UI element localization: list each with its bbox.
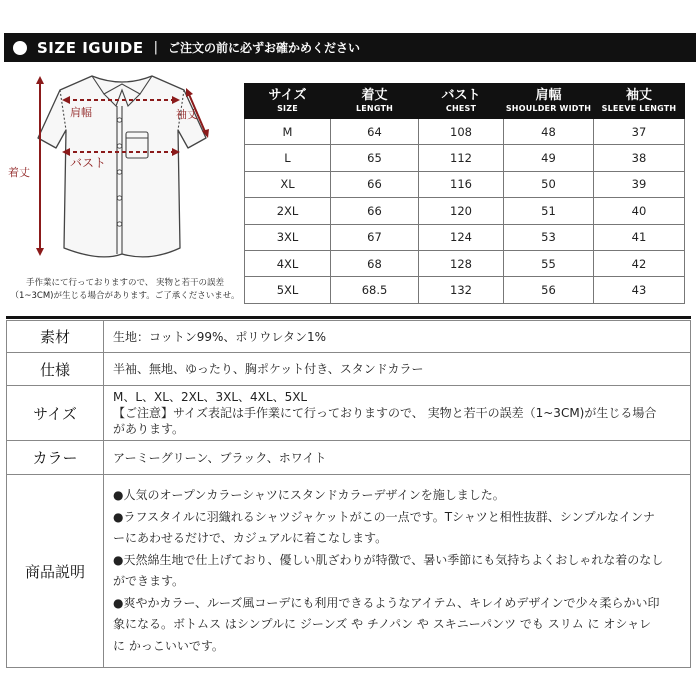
cell-size: M [245,119,331,145]
cell-length: 68 [331,250,419,276]
caption-line: 手作業にて行っておりますので、 実物と若干の誤差 [25,278,225,288]
header-length: 着丈 LENGTH [331,84,419,119]
cell-size: 2XL [245,198,331,224]
cell-sleeve: 43 [594,277,685,303]
cell-size: XL [245,171,331,197]
cell-chest: 120 [419,198,504,224]
table-row [245,250,685,276]
size-table-header-row [245,84,685,119]
table-row [245,171,685,197]
table-row [245,224,685,250]
cell-chest: 108 [419,119,504,145]
info-row-size [7,386,691,441]
cell-shoulder: 48 [504,119,594,145]
spec-label: 仕様 [7,353,104,386]
label-sleeve: 袖丈 [176,108,198,121]
table-row [245,277,685,303]
cell-length: 66 [331,171,419,197]
cell-size: L [245,145,331,171]
cell-chest: 124 [419,224,504,250]
cell-length: 66 [331,198,419,224]
cell-shoulder: 50 [504,171,594,197]
size-label: サイズ [7,386,104,441]
size-note-cont: があります。 [113,422,185,436]
cell-length: 64 [331,119,419,145]
description-line: ーにあわせるだけで、カジュアルに着こなします。 [113,531,388,545]
header-shoulder: 肩幅 SHOULDER WIDTH [504,84,594,119]
banner-note: ご注文の前に必ずお確かめください [167,41,360,55]
header-size: サイズ SIZE [245,84,331,119]
description-line: ●爽やかカラー、ルーズ風コーデにも利用できるようなアイテム、キレイめデザインで少々柔らかい印 [113,595,660,610]
info-row-color [7,441,691,475]
cell-size: 4XL [245,250,331,276]
cell-sleeve: 39 [594,171,685,197]
cell-length: 67 [331,224,419,250]
section-divider [6,316,691,319]
description-line: ●天然綿生地で仕上げており、優しい肌ざわりが特徴で、暑い季節にも気持ちよくおしゃれな着のなし [113,552,664,567]
product-info-table [6,320,691,668]
spec-value: 半袖、無地、ゆったり、胸ポケット付き、スタンドカラー [104,353,691,386]
description-value [104,475,691,668]
cell-shoulder: 56 [504,277,594,303]
info-row-description [7,475,691,668]
label-shoulder: 肩幅 [70,106,92,119]
material-value: 生地：コットン99%、ポリウレタン1% [104,321,691,353]
cell-length: 68.5 [331,277,419,303]
cell-shoulder: 55 [504,250,594,276]
cell-sleeve: 40 [594,198,685,224]
size-list: M、L、XL、2XL、3XL、4XL、5XL [113,390,308,404]
header-chest: バスト CHEST [419,84,504,119]
description-line: ができます。 [113,574,185,588]
cell-chest: 116 [419,171,504,197]
cell-chest: 112 [419,145,504,171]
size-table [244,83,685,304]
caption-line: （1~3CM)が生じる場合があります。ご了承くださいませ。 [10,291,240,301]
header-sleeve: 袖丈 SLEEVE LENGTH [594,84,685,119]
cell-sleeve: 42 [594,250,685,276]
cell-size: 3XL [245,224,331,250]
cell-sleeve: 41 [594,224,685,250]
label-chest: バスト [70,156,107,170]
label-length: 着丈 [8,166,30,179]
material-label: 素材 [7,321,104,353]
color-label: カラー [7,441,104,475]
diagram-caption [6,277,244,303]
info-row-spec [7,353,691,386]
description-line: に かっこいいです。 [113,638,224,653]
cell-chest: 128 [419,250,504,276]
cell-length: 65 [331,145,419,171]
info-row-material [7,321,691,353]
description-line: ●人気のオープンカラーシャツにスタンドカラーデザインを施しました。 [113,488,505,502]
cell-size: 5XL [245,277,331,303]
size-guide-banner [4,33,696,62]
table-row [245,198,685,224]
cell-shoulder: 51 [504,198,594,224]
size-note: 【ご注意】サイズ表記は手作業にて行っておりますので、 実物と若干の誤差（1~3CM)が生じる場合 [113,406,657,420]
banner-separator: | [153,40,158,55]
table-row [245,119,685,145]
cell-chest: 132 [419,277,504,303]
shirt-diagram [0,68,245,283]
table-row [245,145,685,171]
cell-sleeve: 37 [594,119,685,145]
description-line: ●ラフスタイルに羽織れるシャツジャケットがこの一点です。Tシャツと相性抜群、シンプルなインナ [113,509,656,524]
cell-shoulder: 53 [504,224,594,250]
description-line: 象になる。ボトムス はシンプルに ジーンズ や チノパン や スキニーパンツ でも スリム に オシャレ [113,617,652,631]
cell-shoulder: 49 [504,145,594,171]
description-label: 商品説明 [7,475,104,668]
size-value [104,386,691,441]
color-value: アーミーグリーン、ブラック、ホワイト [104,441,691,475]
banner-title: SIZE IGUIDE [37,38,144,57]
cell-sleeve: 38 [594,145,685,171]
circle-bullet-icon [13,41,27,55]
